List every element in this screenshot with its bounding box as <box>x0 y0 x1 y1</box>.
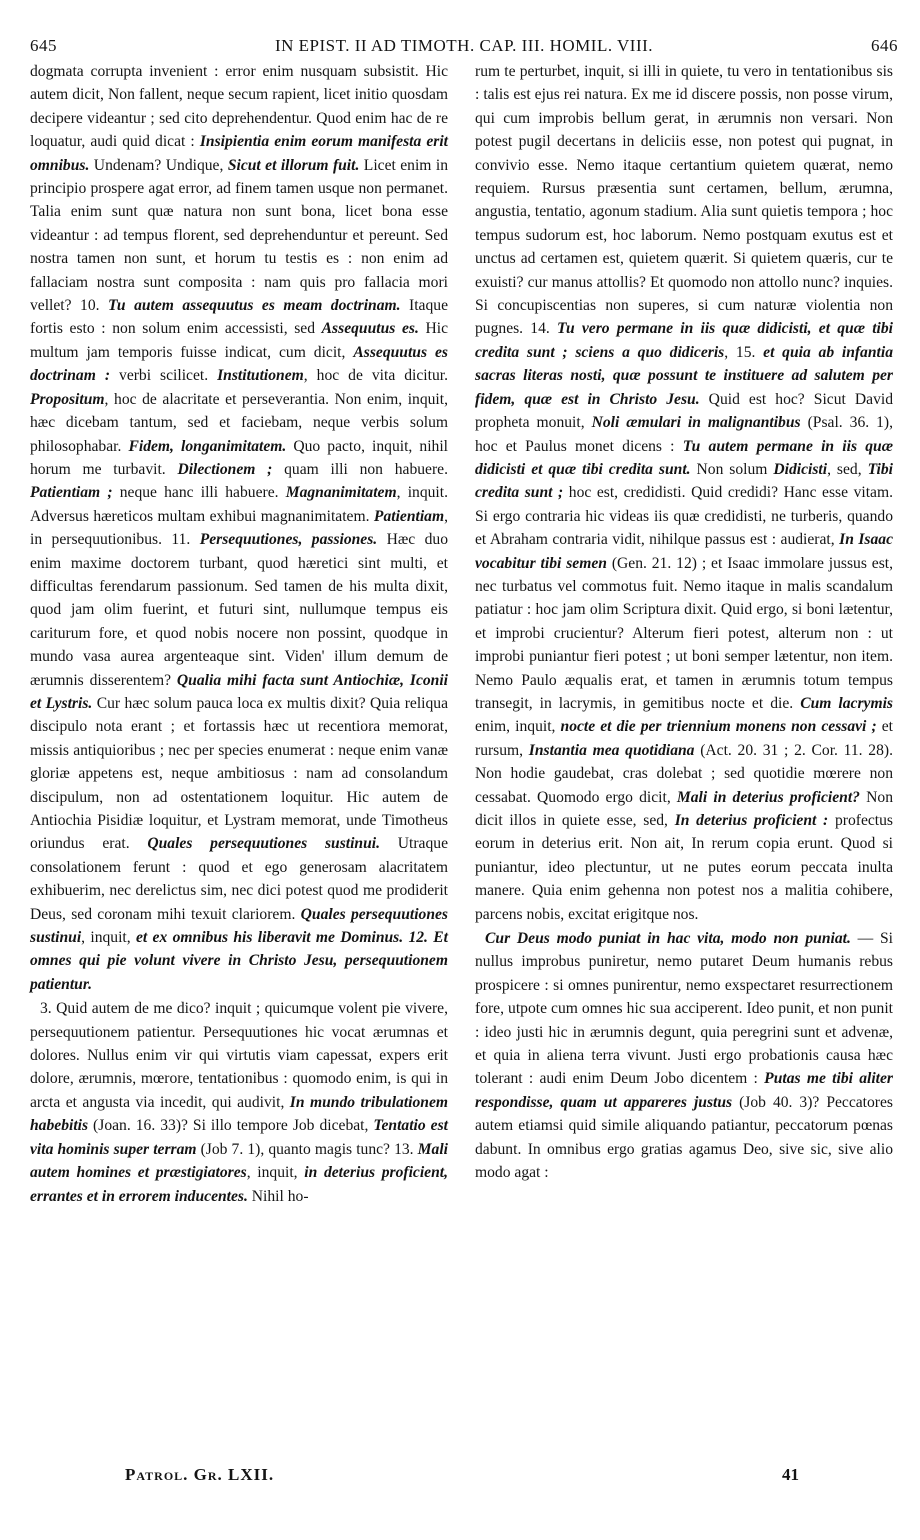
text-run: , inquit, <box>246 1164 305 1182</box>
text-run: dogmata corrupta invenient : error enim nusquam subsistit. Hic autem dicit, Non fallent, neque secum rapient, licet initio quosdam decipere videantur ; sed cito deprehendentur. Quod enim hac de re loquatur, audi quid dicat : <box>30 63 448 151</box>
page-number-left: 645 <box>30 36 57 55</box>
page-header <box>30 36 898 60</box>
text-run: Itaque fortis esto : non solum enim accessisti, sed <box>30 297 448 338</box>
paragraph <box>475 927 893 1184</box>
italic-quotation: Tentatio est vita hominis super terram <box>30 1117 449 1158</box>
italic-quotation: nocte et die per triennium monens non cessavi ; <box>560 718 877 736</box>
text-run: , 15. <box>724 343 764 361</box>
italic-quotation: Cur Deus modo puniat in hac vita, modo non puniat. <box>485 930 851 948</box>
italic-quotation: Putas me tibi aliter respondisse, quam ut appareres justus <box>475 1070 893 1111</box>
italic-quotation: Quales persequutiones sustinui <box>30 905 449 947</box>
text-run: (Act. 20. 31 ; 2. Cor. 11. 28). Non hodie gaudebat, cras dolebat ; sed quotidie mœrere non cessabat. Quomodo ergo dicit, <box>475 741 893 806</box>
italic-quotation: et quia ab infantia sacras literas nosti, quæ possunt te instituere ad salutem per fidem, quæ est in Christo Jesu. <box>475 343 893 408</box>
text-run: (Gen. 21. 12) ; et Isaac immolare jussus est, nec turbatus vel commotus fuit. Nemo itaque in malis scandalum patiatur : hoc jam olim Scriptura dixit. Quid ergo, si boni lætentur, et improbi crucientur? Alterum fieri potest, alterum non : ut improbi puniantur fieri potest ; ut boni semper lætentur, non item. Nemo Paulo æqualis erat, et tamen in ærumnis totum tempus transegit, in lacrymis, in gemitibus nocte et die. <box>475 554 894 712</box>
italic-quotation: Didicisti <box>773 460 828 478</box>
page-footer <box>30 1465 898 1489</box>
text-run: Undenam? Undique, <box>89 156 228 174</box>
text-run: (Joan. 16. 33)? Si illo tempore Job dicebat, <box>88 1117 374 1135</box>
printer-signature: Patrol. Gr. LXII. <box>125 1465 275 1484</box>
italic-quotation: Sicut et illorum fuit. <box>227 156 360 174</box>
italic-quotation: Magnanimitatem <box>285 484 397 502</box>
italic-quotation: Tu vero permane in iis quæ didicisti, et quæ tibi credita sunt ; sciens a quo didiceris <box>475 320 893 361</box>
text-run: Quid est hoc? Sicut David propheta monuit, <box>475 390 893 432</box>
italic-quotation: Tu autem permane in iis quæ didicisti et quæ tibi credita sunt. <box>475 437 893 478</box>
left-column <box>30 60 448 1208</box>
italic-quotation: Quales persequutiones sustinui. <box>147 835 381 853</box>
text-run: Hic multum jam temporis fuisse indicat, cum dicit, <box>30 320 449 361</box>
text-run: quam illi non habuere. <box>272 460 448 478</box>
italic-quotation: Instantia mea quotidiana <box>528 741 695 759</box>
italic-quotation: et ex omnibus his liberavit me Dominus. 12. Et omnes qui pie volunt vivere in Christo Jesu, persequutionem patientur. <box>30 929 448 993</box>
text-run: — Si nullus improbus puniretur, nemo putaret Deum humanis rebus prospicere : si omnes punirentur, nemo exspectaret resurrectionem fore, utpote cum omnes hic sua acciperent. Ideo punit, et non punit : ideo justi hic in ærumnis degunt, quia peregrini sunt et advenæ, et quia in aliena terra vivunt. Justi ergo probationis causa hæc tolerant : audi enim Deum Jobo dicentem : <box>475 930 893 1088</box>
italic-quotation: Tibi credita sunt ; <box>475 460 893 502</box>
text-run: hoc est, credidisti. Quid credidi? Hanc esse vitam. Si ergo contraria hic videas iis quæ credidisti, ne turberis, quando et Abraham contraria vidit, nihilque passus est : audierat, <box>475 484 893 549</box>
text-run: neque hanc illi habuere. <box>112 484 286 502</box>
text-run: (Psal. 36. 1), hoc et Paulus monet dicens : <box>475 414 894 455</box>
text-run: (Job 40. 3)? Peccatores autem etiamsi quid simile aliquando patiantur, peccatorum pœnas dabunt. In omnibus ergo gratias agamus Deo, sive sic, sive alio modo agat : <box>475 1093 893 1182</box>
running-title: IN EPIST. II AD TIMOTH. CAP. III. HOMIL. VIII. <box>274 36 654 55</box>
italic-quotation: Cum lacrymis <box>800 694 893 712</box>
text-run: Non solum <box>690 460 774 478</box>
text-run: (Job 7. 1), quanto magis tunc? 13. <box>196 1140 418 1158</box>
italic-quotation: Assequutus es. <box>321 320 419 338</box>
text-run: , hoc de vita dicitur. <box>303 367 448 385</box>
paragraph <box>30 997 448 1208</box>
italic-quotation: Qualia mihi facta sunt Antiochiæ, Iconii et Lystris. <box>30 671 449 712</box>
right-column <box>475 60 893 1185</box>
italic-quotation: Fidem, longanimitatem. <box>128 437 287 455</box>
page-number-right: 646 <box>871 36 898 55</box>
text-run: Hæc duo enim maxime doctorem turbant, quod hæretici sint multi, et difficultas ferendarum passionum. Sed tamen de his multa dixit, quod jam olim fuerint, et futuri sint, nullumque tempus eis cariturum fore, et quod nobis nocere non possint, quodque in mundo vasa aurea argenteaque sint. Viden' illum demum de ærumnis disserentem? <box>30 531 448 689</box>
italic-quotation: Patientiam ; <box>30 484 113 502</box>
italic-quotation: Institutionem <box>217 367 304 385</box>
text-run: Licet enim in principio prospere agat error, ad finem tamen usque non permanet. Talia enim sunt quæ natura non sunt bona, licet bona esse videantur : ad tempus florent, sed deprehenduntur et pereunt. Sed nostra tamen non sunt, et horum tu testis es : non enim ad fallaciam nostra sunt composita : nam quis pro fallacia mori vellet? 10. <box>30 156 448 315</box>
text-run: , in persequutionibus. 11. <box>30 507 448 549</box>
text-run: Quo pacto, inquit, nihil horum me turbavit. <box>30 437 448 478</box>
italic-quotation: Noli æmulari in malignantibus <box>591 414 801 432</box>
text-run: Non dicit illos in quiete esse, sed, <box>475 788 893 829</box>
sheet-number: 41 <box>782 1465 799 1484</box>
italic-quotation: In Isaac vocabitur tibi semen <box>475 531 893 572</box>
italic-quotation: Persequutiones, passiones. <box>199 531 378 549</box>
text-run: et rursum, <box>475 718 894 759</box>
text-run: enim, inquit, <box>475 718 561 736</box>
italic-quotation: Tu autem assequutus es meam doctrinam. <box>107 297 401 315</box>
italic-quotation: Dilectionem ; <box>177 460 273 478</box>
paragraph <box>475 60 893 926</box>
italic-quotation: Patientiam <box>373 507 445 525</box>
text-run: profectus eorum in deterius erit. Non ait, In rerum copia erunt. Quod si puniantur, ideo plectuntur, ut ne putes eorum peccata inulta manere. Quia enim gehenna non potest nos a malitia cohibere, parcens nobis, excitat erigitque nos. <box>475 812 894 923</box>
italic-quotation: Assequutus es doctrinam : <box>30 343 448 385</box>
italic-quotation: Mali in deterius proficient? <box>676 788 860 806</box>
text-run: , sed, <box>827 460 868 478</box>
text-run: Cur hæc solum pauca loca ex multis dixit? Quia reliqua discipulo nota erant ; et fortassis hæc ut recentiora memorat, missis antiquioribus ; nec per species enumerat : neque enim vanæ gloriæ appetens est, neque ambitiosus : nam ad consolandum discipulum, non ad ostentationem loquitur. Hic autem de Antiochia Pisidiæ loquitur, et Lystram memorat, unde Timotheus oriundus erat. <box>30 694 449 853</box>
text-run: , inquit, <box>81 929 136 947</box>
text-run: rum te perturbet, inquit, si illi in quiete, tu vero in tentationibus sis : talis est ejus rei natura. Ex me id discere possis, non posse virum, qui cum improbis bellum gerat, in ærumnis non versari. Non potest pugil decertans in deliciis esse, non potest qui pugnat, in convivio esse. Nemo itaque certantium quietem quærat, nemo requiem. Rursus præsentia sunt certamen, bellum, ærumna, angustia, tentatio, agonum stadium. Alia sunt quietis tempora ; hoc tempus sudorum est, hoc laborum. Nemo postquam exutus est et unctus ad certamen est, quietem quærit. Si quietem quæris, cur te exuisti? cur manus attollis? Et quomodo non attollo nunc? inquies. Si concupiscentias non superes, si cum naturæ violentia non pugnes. 14. <box>475 63 893 338</box>
italic-quotation: Mali autem homines et præstigiatores <box>30 1140 448 1182</box>
text-run: verbi scilicet. <box>110 367 218 385</box>
italic-quotation: Propositum <box>30 390 105 408</box>
text-run: 3. Quid autem de me dico? inquit ; quicumque volent pie vivere, persequutionem patientur. Persequutiones hic vocat ærumnas et dolores. Nullus enim vir qui virtutis viam capessat, expers erit dolore, ærumnis, mœrore, tentationibus : quomodo enim, is qui in arcta et angusta via incedit, qui audivit, <box>30 1000 448 1111</box>
paragraph <box>30 60 448 996</box>
text-run: Utraque consolationem ferunt : quod et ego generosam alacritatem exhibuerim, nec derelictus sim, nec dici potest quod me prodiderit Deus, sed coronam mihi texuit clariorem. <box>30 835 448 923</box>
italic-quotation: in deterius proficient, errantes et in errorem inducentes. <box>30 1164 449 1205</box>
text-run: , inquit. Adversus hæreticos multam exhibui magnanimitatem. <box>30 484 448 525</box>
text-run: Nihil ho- <box>247 1187 309 1205</box>
italic-quotation: Insipientia enim eorum manifesta erit omnibus. <box>30 133 448 174</box>
text-run: , hoc de alacritate et perseverantia. Non enim, inquit, hæc dicebam tantum, sed et faciebam, neque verbis solum philosophabar. <box>30 390 448 455</box>
italic-quotation: In mundo tribulationem habebitis <box>30 1093 449 1135</box>
italic-quotation: In deterius proficient : <box>674 812 829 829</box>
